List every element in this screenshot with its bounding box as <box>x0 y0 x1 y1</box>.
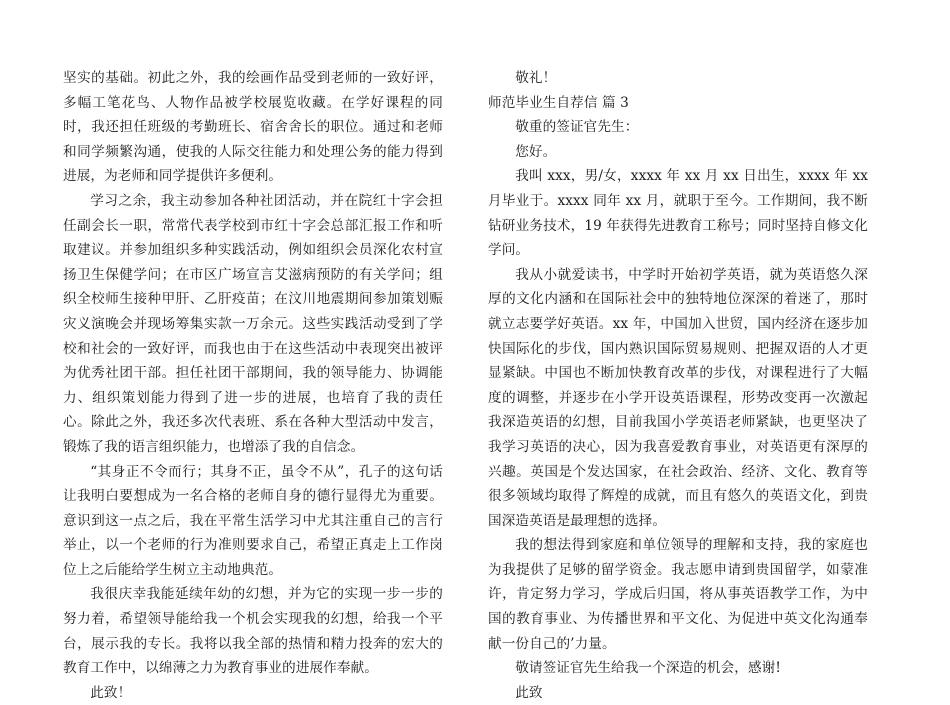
body-paragraph: 我很庆幸我能延续年幼的幻想，并为它的实现一步一步的努力着，希望领导能给我一个机会实现我的幻想，给我一个平台，展示我的专长。我将以我全部的热情和精力投奔的宏大的教育工作中，以绵薄之力为教育事业的进展作奉献。 <box>63 586 443 677</box>
body-paragraph: 我的想法得到家庭和单位领导的理解和支持，我的家庭也为我提供了足够的留学资金。我志愿申请到贵国留学，如蒙准许，肯定努力学习，学成后归国，将从事英语教学工作，为中国的教育事业、为传播世界和平文化、为促进中英文化沟通奉献一份自己的’力量。 <box>488 537 868 652</box>
closing-line: 此致！ <box>90 684 132 701</box>
left-column <box>63 66 443 705</box>
body-paragraph: 学习之余，我主动参加各种社团活动，并在院红十字会担任副会长一职，常常代表学校到市红十字会总部汇报工作和听取建议。并参加组织多种实践活动，例如组织会员深化农村宣扬卫生保健学问；在市区广场宣言艾滋病预防的有关学问；组织全校师生接种甲肝、乙肝疫苗；在汶川地震期间参加策划赈灾义演晚会并现场筹集实款一万余元。这些实践活动受到了学校和社会的一致好评，而我也由于在这些活动中表现突出被评为优秀社团干部。担任社团干部期间，我的领导能力、协调能力、组织策划能力得到了进一步的进展，也培育了我的责任心。除此之外，我还多次代表班、系在各种大型活动中发言，锻炼了我的语言组织能力，也增添了我的自信念。 <box>63 192 443 455</box>
section-title: 师范毕业生自荐信 篇 3 <box>488 94 629 111</box>
closing-line: 敬礼！ <box>515 70 557 86</box>
salutation: 敬重的签证官先生： <box>515 119 639 136</box>
body-paragraph: 我叫 xxx，男/女，xxxx 年 xx 月 xx 日出生，xxxx 年 xx 月毕业于。xxxx 同年 xx 月，就职于至今。工作期间，我不断钻研业务技术，19 年获得先进教育工称号；同时坚持自修文化学问。 <box>488 168 868 259</box>
closing-line: 此致 <box>515 684 543 701</box>
greeting: 您好。 <box>515 143 557 160</box>
body-paragraph: 坚实的基础。初此之外，我的绘画作品受到老师的一致好评，多幅工笔花鸟、人物作品被学校展览收藏。在学好课程的同时，我还担任班级的考勤班长、宿舍舍长的职位。通过和老师和同学频繁沟通，使我的人际交往能力和处理公务的能力得到进展，为老师和同学提供许多便利。 <box>63 70 443 185</box>
body-paragraph: 敬请签证官先生给我一个深造的机会，感谢! <box>515 660 781 677</box>
body-paragraph: “其身正不令而行；其身不正，虽令不从”，孔子的这句话让我明白要想成为一名合格的老师自身的德行显得尤为重要。意识到这一点之后，我在平常生活学习中尤其注重自己的言行举止，以一个老师的行为准则要求自己，希望正真走上工作岗位上之后能给学生树立主动地典范。 <box>63 463 443 578</box>
body-paragraph: 我从小就爱读书，中学时开始初学英语，就为英语悠久深厚的文化内涵和在国际社会中的独特地位深深的着迷了，那时就立志要学好英语。xx 年，中国加入世贸，国内经济在逐步加快国际化的步伐，国内熟识国际贸易规则、把握双语的人才更显紧缺。中国也不断加快教育改革的步伐，对课程进行了大幅度的调整，并逐步在小学开设英语课程，形势改变再一次激起我深造英语的幻想，目前我国小学英语老师紧缺，也更坚决了我学习英语的决心，因为我喜爱教育事业，对英语更有深厚的兴趣。英国是个发达国家，在社会政治、经济、文化、教育等很多领域均取得了辉煌的成就，而且有悠久的英语文化，到贵国深造英语是最理想的选择。 <box>488 266 868 529</box>
right-column <box>488 66 868 705</box>
